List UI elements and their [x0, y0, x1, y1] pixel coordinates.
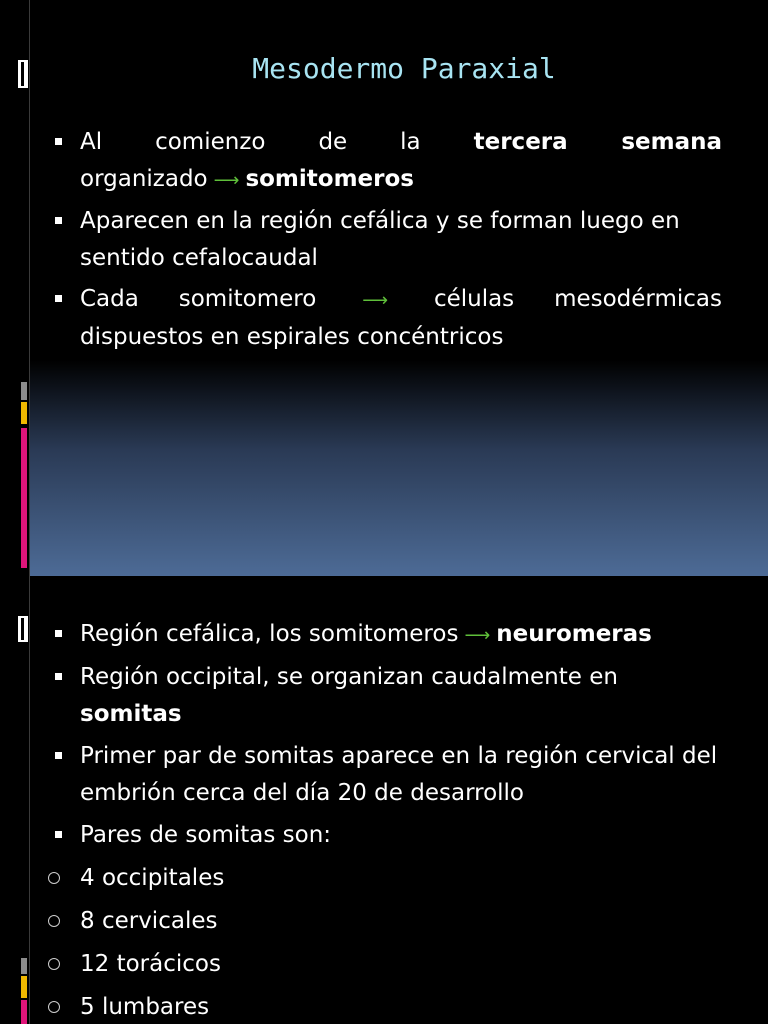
sub-list-item: [50, 989, 730, 1024]
bullet-item: [50, 616, 730, 654]
bullet-item: [50, 203, 722, 277]
bullet-list: [50, 616, 730, 1024]
edge-tab-notch: [21, 618, 24, 640]
bullet-text: células mesodérmicas: [433, 286, 723, 312]
bullet-text: Primer par de somitas aparece en la región cervical del embrión cerca del día 20 de desarrollo: [80, 743, 718, 806]
bullet-bold-text: neuromeras: [496, 621, 652, 647]
bullet-bold-text: somitomeros: [245, 166, 414, 192]
bullet-text: organizado: [80, 166, 208, 192]
left-edge: [0, 576, 30, 1024]
bullet-text: Al comienzo de la: [80, 129, 421, 155]
bullet-text: Región occipital, se organizan caudalmente en: [80, 664, 618, 690]
bullet-line: [80, 281, 722, 319]
bullet-item: [50, 659, 730, 733]
bullet-item: [50, 124, 722, 199]
accent-bar-gold: [21, 976, 27, 998]
slide-title: Mesodermo Paraxial: [252, 52, 556, 85]
bullet-bold-text: somitas: [80, 701, 182, 727]
accent-bar-grey: [21, 958, 27, 974]
left-edge-line: [29, 576, 30, 1024]
sub-list-item: [50, 903, 730, 940]
bullet-item: [50, 817, 730, 854]
sub-list-item: [50, 860, 730, 897]
bullet-item: [50, 738, 730, 812]
bullet-line: dispuestos en espirales concéntricos: [80, 324, 504, 350]
bullet-bold-text: tercera semana: [473, 129, 722, 155]
sub-list-item: [50, 946, 730, 983]
accent-bar-pink: [21, 1000, 27, 1024]
bullet-item: [50, 281, 722, 356]
accent-bar-grey: [21, 382, 27, 400]
bullet-text: Región cefálica, los somitomeros: [80, 621, 459, 647]
bullet-line: [80, 161, 722, 199]
bullet-text: Aparecen en la región cefálica y se forman luego en sentido cefalocaudal: [80, 208, 680, 271]
bullet-line: [80, 124, 722, 161]
slide-2: [0, 576, 768, 1024]
bullet-text: Cada somitomero: [80, 286, 317, 312]
accent-bar-pink: [21, 428, 27, 568]
sub-item-text: 8 cervicales: [80, 908, 218, 934]
left-edge-line: [29, 0, 30, 576]
sub-item-text: 5 lumbares: [80, 994, 210, 1020]
bullet-text: Pares de somitas son:: [80, 822, 332, 848]
arrow-icon: ⟶: [213, 170, 240, 191]
arrow-icon: ⟶: [362, 290, 389, 311]
arrow-icon: ⟶: [464, 625, 491, 646]
accent-bar-gold: [21, 402, 27, 424]
bullet-list: [50, 124, 722, 356]
sub-item-text: 12 torácicos: [80, 951, 221, 977]
sub-item-text: 4 occipitales: [80, 865, 225, 891]
